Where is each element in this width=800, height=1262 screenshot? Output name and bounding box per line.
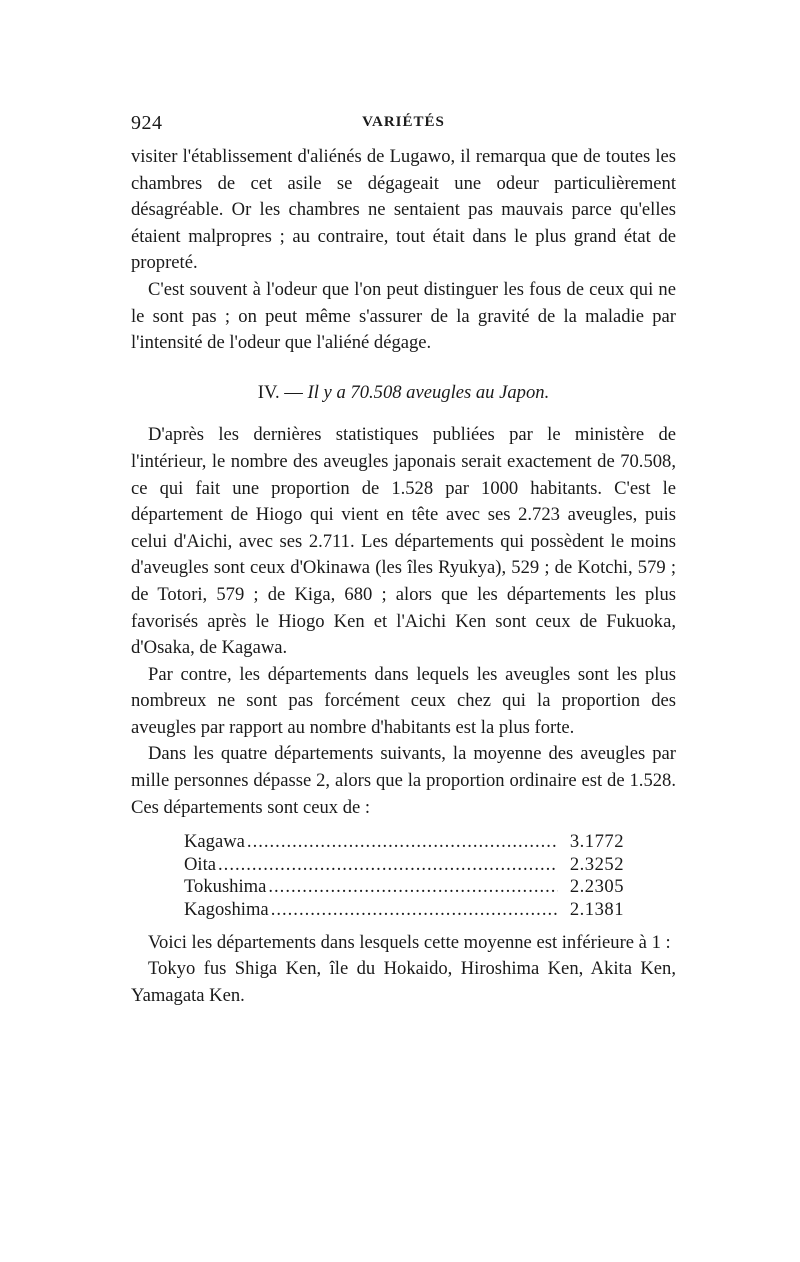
paragraph: D'après les dernières statistiques publiées par le ministère de l'intérieur, le nombre des aveugles japonais serait exactement de 70.508, ce qui fait une proportion de 1.528 par 1000 habitants. C'est le département de Hiogo qui vient en tête avec ses 2.723 aveugles, puis celui d'Aichi, avec ses 2.711. Les départements qui possèdent le moins d'aveugles sont ceux d'Okinawa (les îles Ryukya), 529 ; de Kotchi, 579 ; de Totori, 579 ; de Kiga, 680 ; alors que les départements les plus favorisés après le Hiogo Ken et l'Aichi Ken sont ceux de Fukuoka, d'Osaka, de Kagawa. [131, 424, 676, 659]
department-name: Oita [184, 853, 217, 875]
section-number: IV. — [257, 381, 303, 403]
page-number: 924 [131, 112, 163, 134]
running-title: VARIÉTÉS [362, 114, 445, 130]
department-value: 2.3252 [569, 853, 624, 875]
section-heading [131, 380, 676, 407]
leader-dots [218, 854, 558, 877]
table-row [184, 876, 624, 899]
paragraph: Par contre, les départements dans lequels les aveugles sont les plus nombreux ne sont pas forcément ceux chez qui la proportion des aveugles par rapport au nombre d'habitants est la plus forte. [131, 663, 676, 738]
department-name: Tokushima [184, 876, 267, 898]
running-head [131, 112, 676, 144]
department-value: 2.1381 [569, 899, 624, 921]
department-name: Kagoshima [184, 899, 269, 921]
paragraph: Tokyo fus Shiga Ken, île du Hokaido, Hiroshima Ken, Akita Ken, Yamagata Ken. [131, 958, 676, 1006]
body-text [131, 144, 676, 1009]
table-row [184, 831, 624, 854]
paragraph: visiter l'établissement d'aliénés de Lugawo, il remarqua que de toutes les chambres de cet asile se dégageait une odeur particulièrement désagréable. Or les chambres ne sentaient pas mauvais parce qu'elles étaient malpropres ; au contraire, tout était dans le plus grand état de propreté. [131, 146, 676, 274]
leader-dots [271, 899, 558, 922]
section-title: Il y a 70.508 aveugles au Japon. [307, 381, 550, 403]
leader-dots [268, 876, 558, 899]
statistics-table [184, 831, 624, 921]
page-content [131, 112, 676, 1009]
paragraph: Dans les quatre départements suivants, la moyenne des aveugles par mille personnes dépasse 2, alors que la proportion ordinaire est de 1.528. Ces départements sont ceux de : [131, 743, 676, 818]
table-row [184, 854, 624, 877]
paragraph: C'est souvent à l'odeur que l'on peut distinguer les fous de ceux qui ne le sont pas ; on peut même s'assurer de la gravité de la maladie par l'intensité de l'odeur que l'aliéné dégage. [131, 278, 676, 354]
table-row [184, 899, 624, 922]
paragraph: Voici les départements dans lesquels cette moyenne est inférieure à 1 : [148, 931, 671, 953]
department-value: 2.2305 [569, 876, 624, 898]
leader-dots [247, 831, 558, 854]
department-value: 3.1772 [569, 831, 624, 853]
department-name: Kagawa [184, 831, 245, 853]
